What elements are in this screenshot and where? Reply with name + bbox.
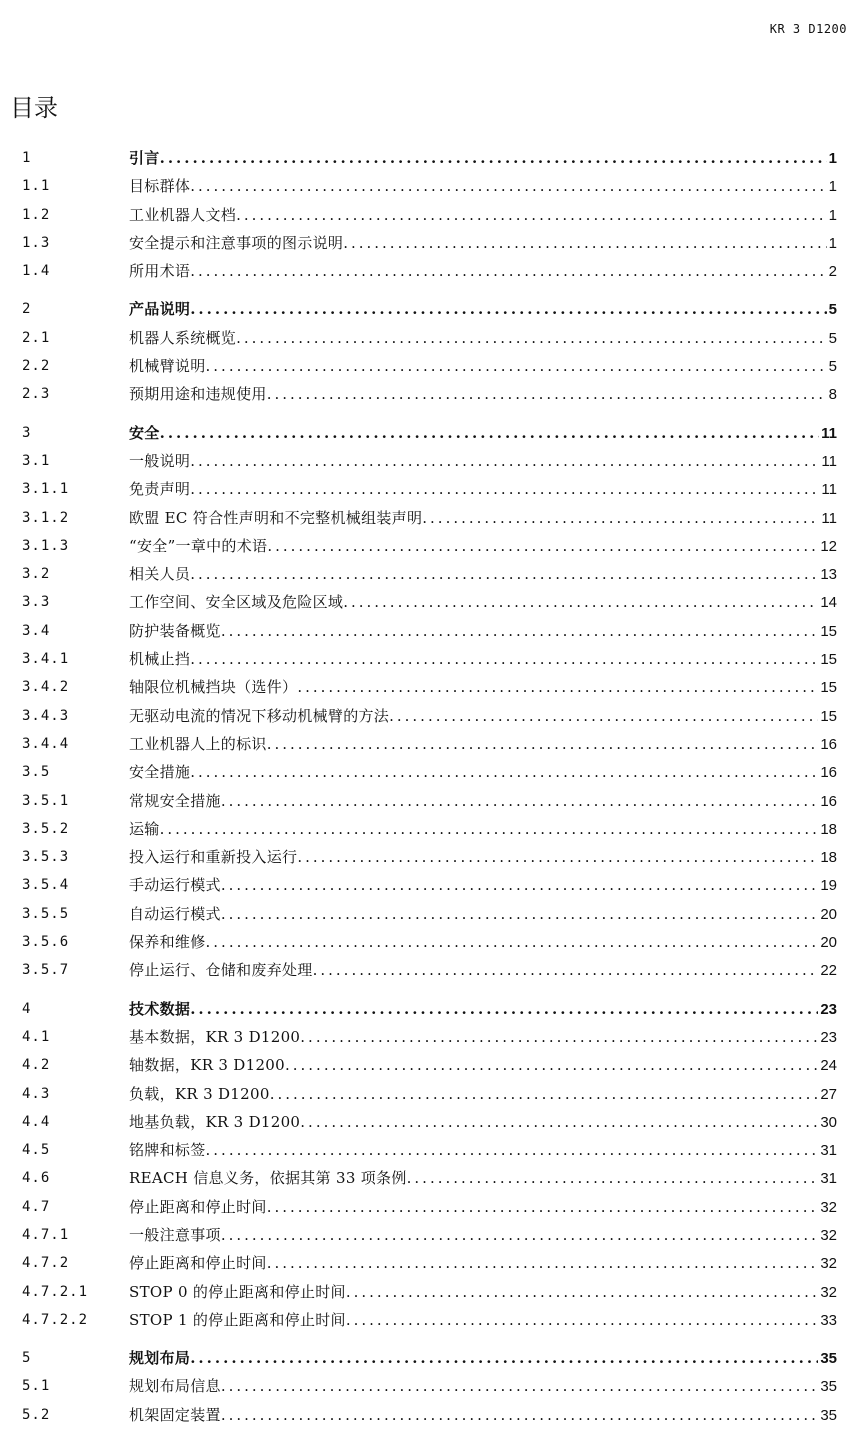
toc-entry-title[interactable]: 机架固定装置 (129, 1405, 221, 1424)
dot-leader (300, 1108, 818, 1136)
toc-entry-title[interactable]: 规划布局信息 (129, 1377, 221, 1396)
toc-entry-title[interactable]: 相关人员 (129, 565, 191, 584)
toc-entry-title[interactable]: 自动运行模式 (129, 904, 221, 923)
toc-entry-title[interactable]: 预期用途和违规使用 (129, 385, 267, 404)
toc-entry-number: 4.6 (22, 1170, 51, 1187)
toc-entry[interactable] (0, 1249, 858, 1277)
toc-entry-page-number[interactable]: 18 (820, 849, 837, 867)
toc-entry-line (129, 900, 837, 929)
toc-entry-page-number[interactable]: 5 (828, 358, 837, 376)
dot-leader (221, 787, 819, 815)
toc-entry-number: 3.4.2 (22, 679, 70, 696)
toc-entry-title[interactable]: STOP 0 的停止距离和停止时间 (129, 1282, 346, 1301)
toc-entry-page-number[interactable]: 15 (820, 651, 837, 669)
toc-entry-title[interactable]: 工业机器人文档 (129, 205, 237, 224)
dot-leader (407, 1164, 819, 1192)
toc-entry-line (129, 504, 837, 533)
toc-entry[interactable] (0, 673, 858, 701)
toc-entry-page-number[interactable]: 1 (828, 234, 837, 252)
toc-entry-page-number[interactable]: 19 (820, 877, 837, 895)
toc-entry-title[interactable]: 安全提示和注意事项的图示说明 (129, 233, 344, 252)
dot-leader (346, 1306, 818, 1334)
toc-chapter-entry[interactable] (0, 419, 858, 447)
toc-entry-page-number[interactable]: 32 (820, 1226, 837, 1244)
toc-entry[interactable] (0, 1193, 858, 1221)
toc-entry-number: 4.4 (22, 1113, 51, 1130)
toc-entry[interactable] (0, 1080, 858, 1108)
toc-entry-title[interactable]: 一般说明 (129, 451, 191, 470)
toc-entry-number: 5.1 (22, 1378, 51, 1395)
dot-leader (267, 380, 827, 408)
toc-chapter-entry[interactable] (0, 144, 858, 172)
toc-entry-page-number[interactable]: 35 (820, 1378, 837, 1396)
toc-entry-number: 3.4 (22, 622, 51, 639)
toc-entry[interactable] (0, 504, 858, 532)
dot-leader (270, 1080, 819, 1108)
toc-entry-title[interactable]: REACH 信息义务，依据其第 33 项条例 (129, 1169, 407, 1188)
toc-entry-page-number[interactable]: 35 (820, 1406, 837, 1424)
toc-entry-title[interactable]: 地基负载，KR 3 D1200 (129, 1112, 301, 1131)
toc-entry-title[interactable]: 手动运行模式 (129, 876, 221, 895)
dot-leader (206, 352, 827, 380)
toc-entry-page-number[interactable]: 31 (820, 1170, 837, 1188)
dot-leader (221, 871, 819, 899)
toc-entry-title[interactable]: 欧盟 EC 符合性声明和不完整机械组装声明 (129, 508, 423, 527)
toc-entry[interactable] (0, 1306, 858, 1334)
toc-entry-line (129, 295, 837, 324)
dot-leader (206, 1136, 819, 1164)
toc-chapter-entry[interactable] (0, 1344, 858, 1372)
toc-entry[interactable] (0, 758, 858, 786)
toc-entry[interactable] (0, 815, 858, 843)
toc-entry-title[interactable]: 停止运行、仓储和废弃处理 (129, 961, 313, 980)
toc-entry-line (129, 843, 837, 872)
toc-entry[interactable] (0, 928, 858, 956)
dot-leader (285, 1051, 818, 1079)
toc-entry-page-number[interactable]: 2 (828, 263, 837, 281)
toc-entry-line (129, 1306, 837, 1335)
toc-entry-page-number[interactable]: 32 (820, 1283, 837, 1301)
toc-chapter-entry[interactable] (0, 295, 858, 323)
toc-entry-number: 4.3 (22, 1085, 51, 1102)
dot-leader (206, 928, 819, 956)
dot-leader (343, 588, 818, 616)
toc-entry-page-number[interactable]: 5 (828, 301, 837, 319)
toc-entry-number: 1.4 (22, 263, 51, 280)
toc-entry[interactable] (0, 956, 858, 984)
toc-entry-title[interactable]: 机器人系统概览 (129, 328, 237, 347)
toc-entry-number: 2.1 (22, 329, 51, 346)
dot-leader (190, 1344, 818, 1372)
toc-entry-page-number[interactable]: 16 (820, 792, 837, 810)
dot-leader (221, 1221, 819, 1249)
toc-entry-number: 3.5.4 (22, 877, 70, 894)
toc-entry[interactable] (0, 871, 858, 899)
toc-entry[interactable] (0, 532, 858, 560)
toc-entry[interactable] (0, 1136, 858, 1164)
toc-entry-title[interactable]: 轴限位机械挡块（选件） (129, 678, 298, 697)
toc-entry-page-number[interactable]: 14 (820, 594, 837, 612)
dot-leader (160, 419, 820, 447)
toc-entry-title[interactable]: 免责声明 (129, 480, 191, 499)
toc-entry-title[interactable]: STOP 1 的停止距离和停止时间 (129, 1310, 346, 1329)
dot-leader (160, 815, 819, 843)
toc-entry-title[interactable]: 安全 (129, 423, 160, 442)
toc-entry-page-number[interactable]: 20 (820, 934, 837, 952)
toc-entry-page-number[interactable]: 1 (828, 150, 837, 167)
toc-entry[interactable] (0, 201, 858, 229)
toc-entry-number: 4.5 (22, 1142, 51, 1159)
toc-entry-page-number[interactable]: 23 (820, 1028, 837, 1046)
toc-entry-number: 1.1 (22, 178, 51, 195)
toc-entry-page-number[interactable]: 11 (821, 509, 837, 527)
toc-entry[interactable] (0, 172, 858, 200)
toc-entry-number: 3.1.1 (22, 481, 70, 498)
toc-entry[interactable] (0, 730, 858, 758)
toc-entry-number: 3.2 (22, 566, 51, 583)
toc-entry-line (129, 144, 837, 173)
toc-entry-number: 4.7.2 (22, 1255, 70, 1272)
toc-entry[interactable] (0, 843, 858, 871)
toc-entry-line (129, 928, 837, 957)
toc-entry-page-number[interactable]: 32 (820, 1255, 837, 1273)
toc-entry-line (129, 702, 837, 731)
toc-entry-page-number[interactable]: 12 (820, 537, 837, 555)
dot-leader (190, 295, 826, 323)
toc-entry[interactable] (0, 1401, 858, 1429)
dot-leader (346, 1278, 818, 1306)
dot-leader (236, 324, 827, 352)
toc-entry[interactable] (0, 1164, 858, 1192)
toc-entry-line (129, 1080, 837, 1109)
toc-entry-page-number[interactable]: 23 (820, 1000, 837, 1018)
toc-entry-page-number[interactable]: 11 (821, 424, 837, 442)
toc-entry-page-number[interactable]: 15 (820, 679, 837, 697)
toc-entry-number: 3.5.7 (22, 962, 70, 979)
toc-entry-line (129, 645, 837, 674)
toc-entry-number: 3.1.2 (22, 509, 70, 526)
toc-entry-page-number[interactable]: 30 (820, 1113, 837, 1131)
toc-entry-line (129, 956, 837, 985)
toc-entry-page-number[interactable]: 35 (820, 1350, 837, 1368)
toc-entry-title[interactable]: 常规安全措施 (129, 791, 221, 810)
toc-entry[interactable] (0, 617, 858, 645)
dot-leader (267, 1249, 819, 1277)
toc-entry-line (129, 673, 837, 702)
toc-entry-line (129, 588, 837, 617)
toc-entry-line (129, 617, 837, 646)
toc-entry-line (129, 815, 837, 844)
toc-entry[interactable] (0, 447, 858, 475)
toc-entry[interactable] (0, 588, 858, 616)
toc-entry[interactable] (0, 229, 858, 257)
toc-entry-page-number[interactable]: 1 (828, 206, 837, 224)
toc-entry-line (129, 1108, 837, 1137)
toc-entry-number: 3.4.3 (22, 707, 70, 724)
dot-leader (422, 504, 819, 532)
toc-entry-page-number[interactable]: 16 (820, 735, 837, 753)
toc-entry-title[interactable]: 机械臂说明 (129, 357, 206, 376)
toc-entry-number: 3 (22, 424, 32, 441)
table-of-contents (0, 144, 858, 1429)
toc-entry-line (129, 1051, 837, 1080)
toc-entry-number: 5.2 (22, 1406, 51, 1423)
toc-entry-line (129, 229, 837, 258)
toc-entry-line (129, 871, 837, 900)
toc-entry[interactable] (0, 1278, 858, 1306)
toc-entry-title[interactable]: 停止距离和停止时间 (129, 1197, 267, 1216)
toc-entry-page-number[interactable]: 16 (820, 764, 837, 782)
toc-entry[interactable] (0, 900, 858, 928)
toc-entry-title[interactable]: 运输 (129, 819, 160, 838)
toc-entry-number: 3.4.4 (22, 735, 70, 752)
toc-entry-number: 5 (22, 1350, 32, 1367)
toc-entry-page-number[interactable]: 15 (820, 707, 837, 725)
dot-leader (190, 758, 818, 786)
toc-entry-line (129, 257, 837, 286)
toc-entry-line (129, 1193, 837, 1222)
toc-entry-page-number[interactable]: 33 (820, 1311, 837, 1329)
toc-entry-title[interactable]: 安全措施 (129, 763, 191, 782)
dot-leader (221, 900, 819, 928)
toc-entry-line (129, 475, 837, 504)
toc-entry-number: 1.2 (22, 206, 51, 223)
toc-entry-line (129, 172, 837, 201)
toc-entry-title[interactable]: 轴数据，KR 3 D1200 (129, 1056, 285, 1075)
toc-entry-number: 2.2 (22, 358, 51, 375)
toc-entry-number: 3.5.3 (22, 849, 70, 866)
toc-entry[interactable] (0, 787, 858, 815)
toc-chapter-entry[interactable] (0, 995, 858, 1023)
dot-leader (297, 673, 818, 701)
toc-entry[interactable] (0, 1221, 858, 1249)
toc-entry-title[interactable]: 铭牌和标签 (129, 1141, 206, 1160)
toc-entry-line (129, 1249, 837, 1278)
toc-entry-number: 3.5.6 (22, 934, 70, 951)
toc-entry[interactable] (0, 352, 858, 380)
toc-entry-number: 4.7.1 (22, 1226, 70, 1243)
toc-entry-title[interactable]: 所用术语 (129, 262, 191, 281)
dot-leader (160, 144, 827, 172)
toc-entry-title[interactable]: “安全”一章中的术语 (129, 536, 268, 555)
toc-entry-line (129, 1136, 837, 1165)
dot-leader (313, 956, 819, 984)
toc-entry-number: 3.5 (22, 764, 51, 781)
toc-entry-title[interactable]: 停止距离和停止时间 (129, 1254, 267, 1273)
toc-entry-title[interactable]: 基本数据，KR 3 D1200 (129, 1027, 301, 1046)
toc-entry-title[interactable]: 目标群体 (129, 177, 191, 196)
toc-entry[interactable] (0, 1372, 858, 1400)
dot-leader (267, 532, 818, 560)
toc-entry-line (129, 532, 837, 561)
toc-entry-number: 3.5.2 (22, 820, 70, 837)
toc-entry-title[interactable]: 一般注意事项 (129, 1225, 221, 1244)
toc-entry[interactable] (0, 1051, 858, 1079)
toc-entry-page-number[interactable]: 27 (820, 1085, 837, 1103)
dot-leader (300, 1023, 818, 1051)
toc-entry-number: 4.1 (22, 1028, 51, 1045)
toc-entry-page-number[interactable]: 8 (828, 386, 837, 404)
toc-entry-number: 3.3 (22, 594, 51, 611)
toc-heading: 目录 (10, 94, 58, 122)
toc-entry-number: 4.2 (22, 1057, 51, 1074)
dot-leader (267, 730, 819, 758)
toc-entry-page-number[interactable]: 22 (820, 962, 837, 980)
toc-entry-title[interactable]: 保养和维修 (129, 933, 206, 952)
toc-entry-page-number[interactable]: 24 (820, 1057, 837, 1075)
toc-entry-number: 2 (22, 301, 32, 318)
toc-entry[interactable] (0, 324, 858, 352)
toc-entry-page-number[interactable]: 15 (820, 622, 837, 640)
toc-entry-title[interactable]: 防护装备概览 (129, 621, 221, 640)
dot-leader (236, 201, 827, 229)
toc-entry-title[interactable]: 引言 (129, 149, 160, 167)
toc-entry-line (129, 1278, 837, 1307)
toc-entry-title[interactable]: 规划布局 (129, 1349, 191, 1368)
toc-entry-title[interactable]: 无驱动电流的情况下移动机械臂的方法 (129, 706, 390, 725)
dot-leader (190, 447, 819, 475)
toc-entry-line (129, 1221, 837, 1250)
toc-entry-title[interactable]: 工作空间、安全区域及危险区域 (129, 593, 344, 612)
toc-entry-number: 1 (22, 150, 32, 166)
dot-leader (190, 257, 826, 285)
toc-entry[interactable] (0, 1023, 858, 1051)
dot-leader (190, 475, 819, 503)
toc-entry[interactable] (0, 380, 858, 408)
toc-entry-line (129, 324, 837, 353)
toc-entry-page-number[interactable]: 1 (828, 178, 837, 196)
toc-entry-page-number[interactable]: 11 (821, 481, 837, 499)
dot-leader (190, 172, 826, 200)
toc-entry-page-number[interactable]: 5 (828, 329, 837, 347)
toc-entry-line (129, 730, 837, 759)
toc-entry-title[interactable]: 投入运行和重新投入运行 (129, 848, 298, 867)
toc-entry-title[interactable]: 产品说明 (129, 300, 191, 319)
toc-entry-line (129, 419, 837, 448)
dot-leader (190, 560, 818, 588)
toc-entry-number: 3.5.5 (22, 905, 70, 922)
toc-entry[interactable] (0, 257, 858, 285)
dot-leader (221, 617, 819, 645)
toc-entry-line (129, 1164, 837, 1193)
document-code-header: KR 3 D1200 (769, 22, 847, 36)
toc-entry-page-number[interactable]: 11 (821, 452, 837, 470)
dot-leader (297, 843, 818, 871)
toc-entry-line (129, 1344, 837, 1373)
toc-entry-number: 4.7.2.2 (22, 1311, 89, 1328)
toc-entry-title[interactable]: 负载，KR 3 D1200 (129, 1084, 270, 1103)
toc-entry-title[interactable]: 机械止挡 (129, 650, 191, 669)
dot-leader (190, 995, 818, 1023)
toc-entry[interactable] (0, 645, 858, 673)
toc-entry-page-number[interactable]: 20 (820, 905, 837, 923)
toc-entry-line (129, 758, 837, 787)
dot-leader (389, 702, 818, 730)
dot-leader (267, 1193, 819, 1221)
dot-leader (221, 1372, 819, 1400)
toc-entry-line (129, 1023, 837, 1052)
toc-entry-page-number[interactable]: 18 (820, 820, 837, 838)
toc-entry[interactable] (0, 560, 858, 588)
toc-entry-number: 4.7 (22, 1198, 51, 1215)
toc-entry-number: 4.7.2.1 (22, 1283, 89, 1300)
dot-leader (221, 1401, 819, 1429)
toc-entry-number: 3.4.1 (22, 651, 70, 668)
toc-entry-line (129, 380, 837, 409)
toc-entry-number: 4 (22, 1000, 32, 1017)
toc-entry-number: 3.1.3 (22, 537, 70, 554)
toc-entry-line (129, 352, 837, 381)
toc-entry-page-number[interactable]: 31 (820, 1142, 837, 1160)
toc-entry[interactable] (0, 702, 858, 730)
toc-entry-number: 3.1 (22, 452, 51, 469)
toc-entry-line (129, 447, 837, 476)
toc-entry[interactable] (0, 1108, 858, 1136)
toc-entry-page-number[interactable]: 13 (820, 566, 837, 584)
dot-leader (343, 229, 826, 257)
dot-leader (190, 645, 818, 673)
toc-entry-line (129, 560, 837, 589)
toc-entry[interactable] (0, 475, 858, 503)
toc-entry-number: 1.3 (22, 234, 51, 251)
toc-entry-number: 2.3 (22, 386, 51, 403)
toc-entry-line (129, 1401, 837, 1430)
toc-entry-line (129, 787, 837, 816)
toc-entry-line (129, 1372, 837, 1401)
toc-entry-page-number[interactable]: 32 (820, 1198, 837, 1216)
toc-entry-line (129, 201, 837, 230)
toc-entry-title[interactable]: 技术数据 (129, 999, 191, 1018)
toc-entry-title[interactable]: 工业机器人上的标识 (129, 734, 267, 753)
toc-entry-number: 3.5.1 (22, 792, 70, 809)
toc-entry-line (129, 995, 837, 1024)
